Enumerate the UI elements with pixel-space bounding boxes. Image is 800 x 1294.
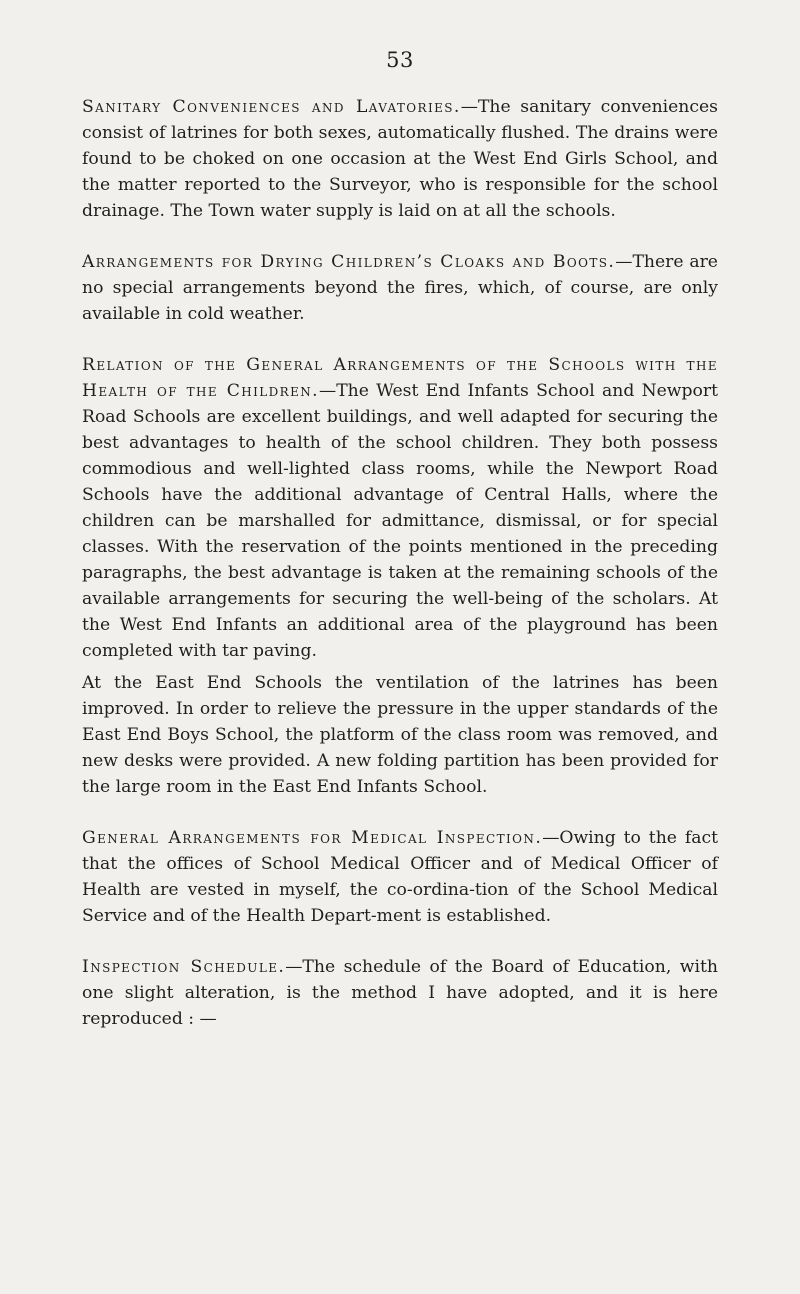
paragraph-general-arrangements-relation (82, 352, 718, 664)
section-heading-sanitary-conveniences: Sanitary Conveniences and Lavatories. (82, 97, 461, 117)
paragraph-text: —There are no special arrangements beyond the fires, which, of course, are only available in cold weather. (82, 252, 718, 324)
paragraph-text: At the East End Schools the ventilation of the latrines has been improved. In order to relieve the pressure in the upper standards of the East End Boys School, the platform of the class room was removed, and new desks were provided. A new folding partition has been provided for the large room in the East End Infants School. (82, 673, 718, 797)
body-text (82, 94, 718, 1032)
paragraph-sanitary-conveniences (82, 94, 718, 224)
paragraph-text: —The schedule of the Board of Education, with one slight alteration, is the method I have adopted, and it is here reproduced : — (82, 957, 718, 1029)
section-heading-drying-arrangements: Arrangements for Drying Children’s Cloaks and Boots. (82, 252, 616, 272)
section-heading-general-arrangements-relation: Relation of the General Arrangements of the Schools with the Health of the Children. (82, 355, 718, 401)
paragraph-drying-arrangements (82, 249, 718, 327)
paragraph-text: —The sanitary conveniences consist of latrines for both sexes, automatically flushed. The drains were found to be choked on one occasion at the West End Girls School, and the matter reported to the Surveyor, who is responsible for the school drainage. The Town water supply is laid on at all the schools. (82, 97, 718, 221)
paragraph-east-end-schools (82, 670, 718, 800)
page-number: 53 (386, 48, 414, 72)
paragraph-text: —Owing to the fact that the offices of School Medical Officer and of Medical Officer of Health are vested in myself, the co-ordina-tion of the School Medical Service and of the Health Depart-ment is established. (82, 828, 718, 926)
paragraph-text: —The West End Infants School and Newport Road Schools are excellent buildings, and well adapted for securing the best advantages to health of the school children. They both possess commodious and well-lighted class rooms, while the Newport Road Schools have the additional advantage of Central Halls, where the children can be marshalled for admittance, dismissal, or for special classes. With the reservation of the points mentioned in the preceding paragraphs, the best advantage is taken at the remaining schools of the available arrangements for securing the well-being of the scholars. At the West End Infants an additional area of the playground has been completed with tar paving. (82, 381, 718, 661)
section-heading-inspection-schedule: Inspection Schedule. (82, 957, 286, 977)
paragraph-medical-inspection-arrangements (82, 825, 718, 929)
section-heading-medical-inspection-arrangements: General Arrangements for Medical Inspection. (82, 828, 543, 848)
paragraph-inspection-schedule (82, 954, 718, 1032)
